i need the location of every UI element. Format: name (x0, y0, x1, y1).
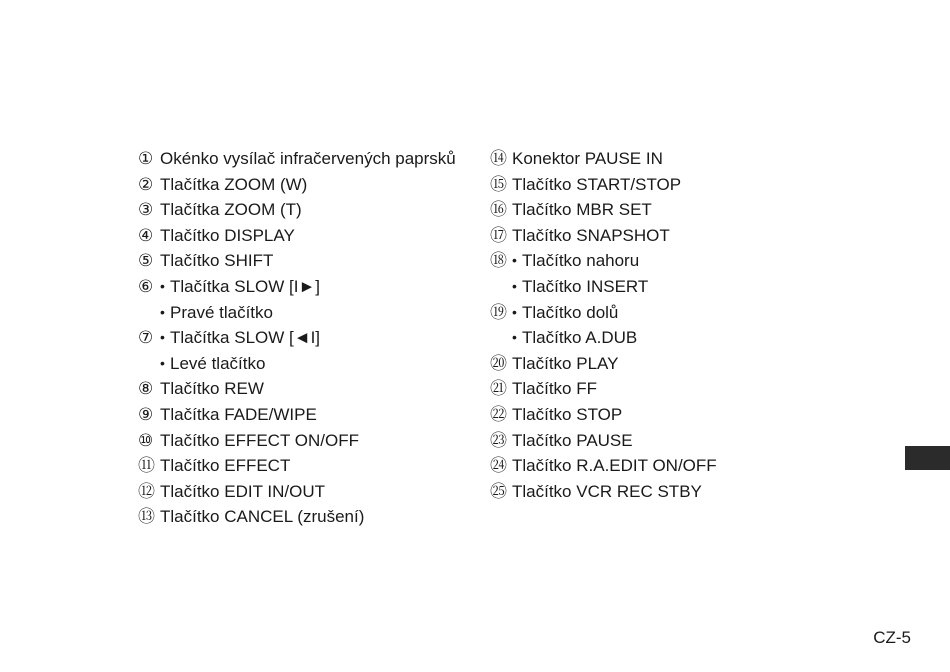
item-number: ⑯ (490, 200, 507, 220)
parts-list-item (490, 376, 717, 402)
parts-list-item (138, 325, 456, 351)
bullet-icon: • (512, 303, 517, 320)
parts-list-item (138, 274, 456, 300)
bullet-icon: • (512, 277, 517, 294)
bullet-icon: • (160, 329, 165, 346)
item-label: Tlačítko EFFECT (160, 456, 291, 476)
item-number: ⑳ (490, 353, 507, 373)
item-label: Tlačítko SHIFT (160, 251, 274, 271)
item-number: ㉕ (490, 481, 507, 501)
item-label: Tlačítka FADE/WIPE (160, 404, 317, 424)
item-label: Tlačítko PLAY (512, 353, 619, 373)
item-number: ⑰ (490, 225, 507, 245)
item-number: ⑪ (138, 456, 155, 476)
parts-list-item (490, 453, 717, 479)
item-label: Konektor PAUSE IN (512, 149, 663, 168)
parts-list-item (138, 248, 456, 274)
parts-list-item (490, 300, 717, 326)
bullet-icon: • (160, 303, 165, 320)
item-label: Tlačítka ZOOM (W) (160, 174, 308, 194)
parts-list-item (490, 146, 717, 172)
item-label: Okénko vysílač infračervených paprsků (160, 149, 456, 168)
item-label: Pravé tlačítko (170, 302, 273, 322)
parts-list-item (138, 146, 456, 172)
item-number: ⑤ (138, 251, 154, 271)
item-number: ⑫ (138, 481, 155, 501)
item-label: Tlačítka SLOW [I►] (170, 276, 321, 296)
parts-list-item (138, 172, 456, 198)
item-number: ㉑ (490, 379, 507, 399)
parts-list-item (490, 172, 717, 198)
item-number: ⑧ (138, 379, 154, 399)
parts-list-item (490, 274, 717, 300)
section-tab-marker (905, 446, 950, 470)
parts-list-item (138, 351, 456, 377)
item-label: Tlačítko START/STOP (512, 174, 682, 194)
page-number: CZ-5 (873, 628, 911, 647)
parts-list-item (490, 197, 717, 223)
item-number: ③ (138, 200, 154, 220)
item-label: Tlačítko REW (160, 379, 264, 399)
parts-list-item (490, 428, 717, 454)
item-number: ⑩ (138, 430, 154, 450)
parts-list-item (490, 325, 717, 351)
item-number: ㉓ (490, 430, 507, 450)
item-label: Tlačítko MBR SET (512, 200, 652, 220)
parts-list-item (490, 223, 717, 249)
item-number: ⑱ (490, 251, 507, 271)
item-number: ⑦ (138, 328, 154, 348)
item-label: Tlačítko nahoru (522, 251, 640, 271)
item-label: Tlačítko SNAPSHOT (512, 225, 670, 245)
parts-list-item (490, 479, 717, 505)
parts-list-item (138, 428, 456, 454)
item-number: ② (138, 174, 154, 194)
parts-list-item (138, 479, 456, 505)
bullet-icon: • (512, 252, 517, 269)
item-number: ㉔ (490, 456, 507, 476)
item-label: Tlačítka SLOW [◄I] (170, 328, 321, 348)
parts-list-right (490, 146, 717, 504)
item-label: Tlačítko PAUSE (512, 430, 633, 450)
item-label: Tlačítko dolů (522, 302, 619, 322)
parts-list-item (490, 402, 717, 428)
parts-list-item (138, 504, 456, 530)
item-label: Levé tlačítko (170, 353, 266, 373)
bullet-icon: • (160, 354, 165, 371)
item-label: Tlačítko A.DUB (522, 328, 638, 348)
item-label: Tlačítko R.A.EDIT ON/OFF (512, 456, 717, 476)
parts-list-item (138, 223, 456, 249)
parts-list-item (138, 376, 456, 402)
item-number: ⑲ (490, 302, 507, 322)
item-number: ④ (138, 225, 154, 245)
item-label: Tlačítka ZOOM (T) (160, 200, 302, 220)
parts-list-item (138, 402, 456, 428)
item-label: Tlačítko DISPLAY (160, 225, 295, 245)
item-label: Tlačítko EFFECT ON/OFF (160, 430, 359, 450)
item-number: ⑮ (490, 174, 507, 194)
item-label: Tlačítko FF (512, 379, 598, 399)
item-label: Tlačítko CANCEL (zrušení) (160, 507, 365, 527)
item-number: ⑭ (490, 149, 507, 168)
item-label: Tlačítko EDIT IN/OUT (160, 481, 325, 501)
parts-list-item (138, 197, 456, 223)
item-number: ⑥ (138, 276, 154, 296)
item-number: ㉒ (490, 404, 507, 424)
item-number: ① (138, 149, 154, 168)
item-label: Tlačítko INSERT (522, 276, 649, 296)
parts-list-item (490, 351, 717, 377)
parts-list-item (138, 453, 456, 479)
item-number: ⑨ (138, 404, 154, 424)
item-number: ⑬ (138, 507, 155, 527)
bullet-icon: • (512, 329, 517, 346)
item-label: Tlačítko STOP (512, 404, 623, 424)
parts-list-item (490, 248, 717, 274)
item-label: Tlačítko VCR REC STBY (512, 481, 702, 501)
parts-list-item (138, 300, 456, 326)
bullet-icon: • (160, 277, 165, 294)
parts-list-left (138, 146, 456, 530)
